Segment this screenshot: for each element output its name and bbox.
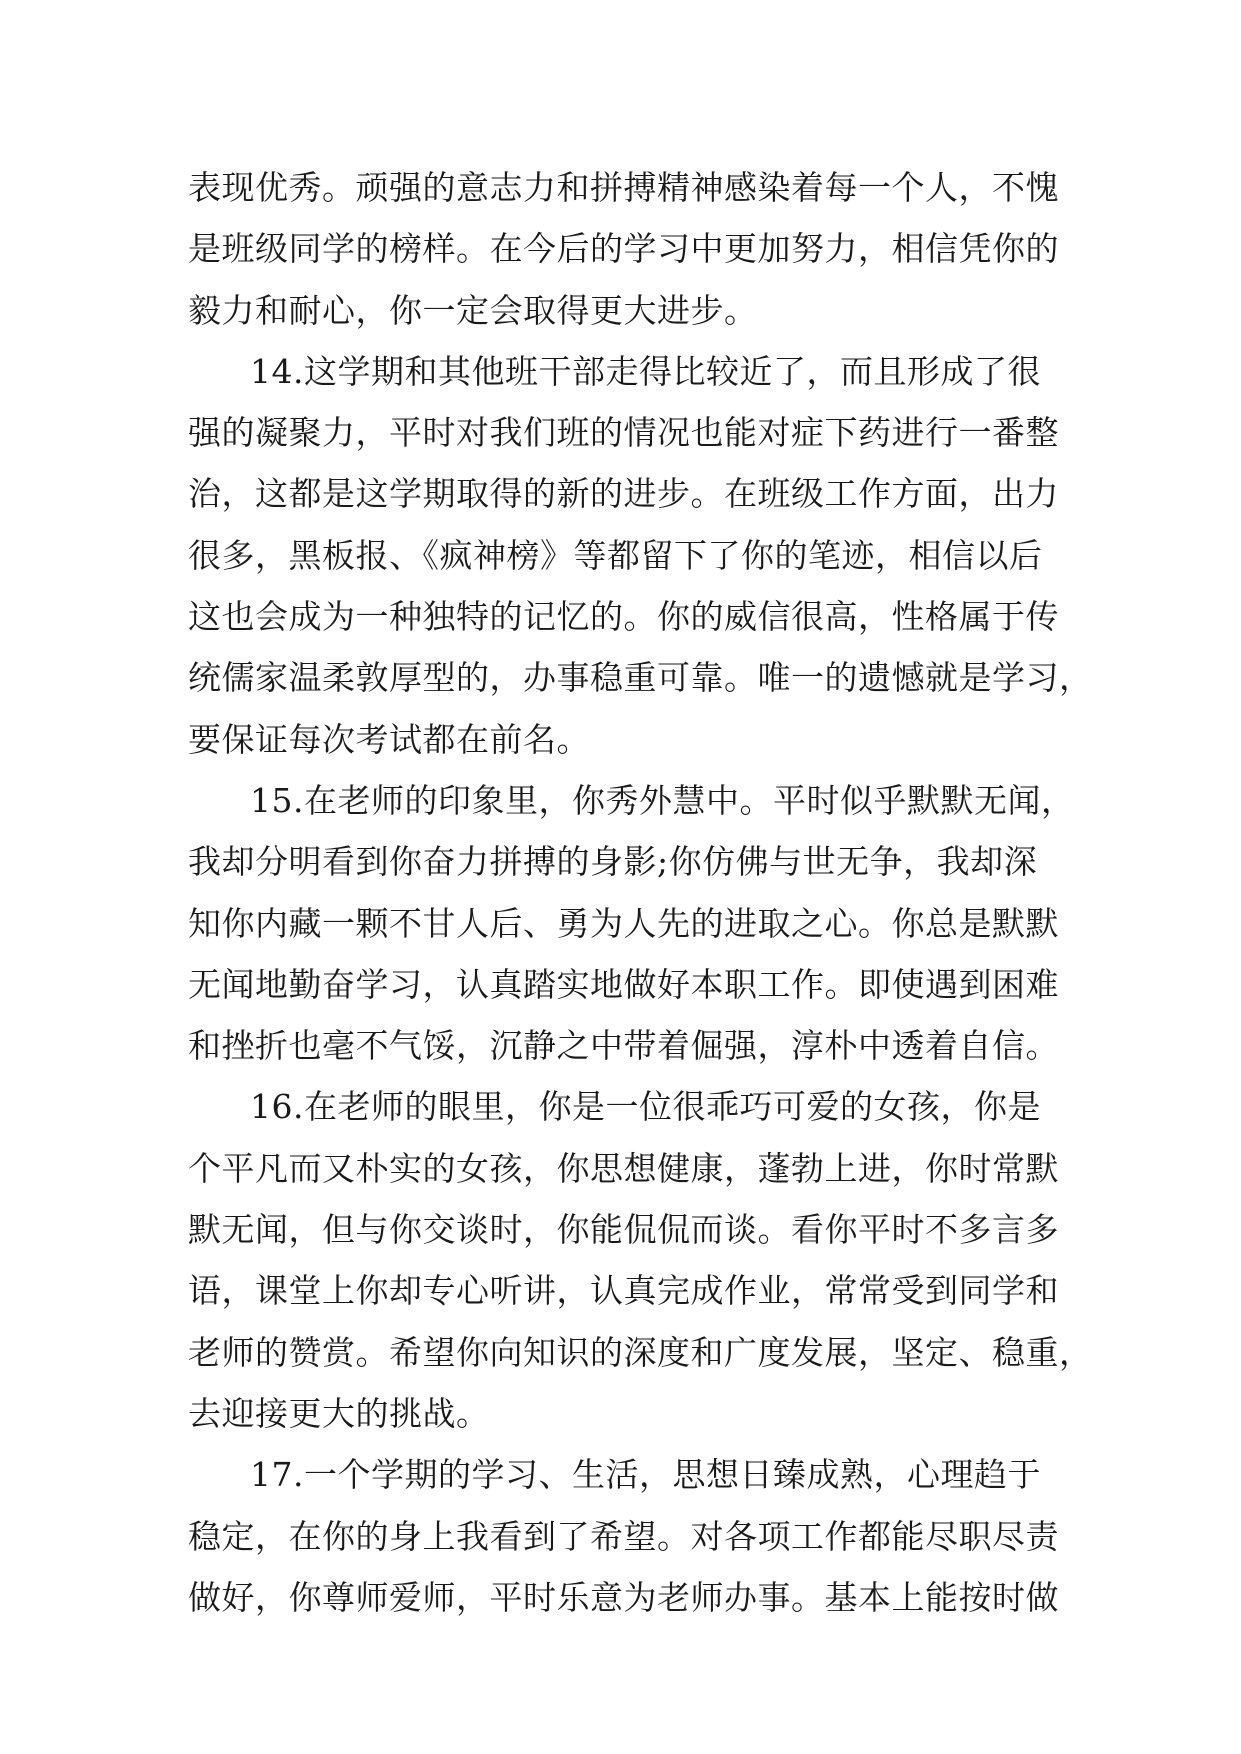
paragraph-start-line: 14.这学期和其他班干部走得比较近了，而且形成了很 (250, 351, 1041, 391)
text-line: 和挫折也毫不气馁，沉静之中带着倔强，淳朴中透着自信。 (188, 1026, 1059, 1066)
text-line: 治，这都是这学期取得的新的进步。在班级工作方面，出力 (188, 474, 1059, 514)
paragraph-start-line: 15.在老师的印象里，你秀外慧中。平时似乎默默无闻， (250, 780, 1075, 820)
text-line: 语，课堂上你却专心听讲，认真完成作业，常常受到同学和 (188, 1271, 1059, 1311)
paragraph-start-line: 16.在老师的眼里，你是一位很乖巧可爱的女孩，你是 (250, 1087, 1041, 1127)
text-line: 统儒家温柔敦厚型的，办事稳重可靠。唯一的遗憾就是学习， (188, 658, 1093, 698)
text-line: 强的凝聚力，平时对我们班的情况也能对症下药进行一番整 (188, 413, 1059, 453)
text-line: 知你内藏一颗不甘人后、勇为人先的进取之心。你总是默默 (188, 903, 1059, 943)
text-line: 毅力和耐心，你一定会取得更大进步。 (188, 290, 758, 330)
text-line: 表现优秀。顽强的意志力和拼搏精神感染着每一个人，不愧 (188, 168, 1059, 207)
text-line: 这也会成为一种独特的记忆的。你的威信很高，性格属于传 (188, 597, 1059, 637)
text-line: 是班级同学的榜样。在今后的学习中更加努力，相信凭你的 (188, 229, 1059, 269)
text-line: 个平凡而又朴实的女孩，你思想健康，蓬勃上进，你时常默 (188, 1148, 1059, 1188)
text-line: 无闻地勤奋学习，认真踏实地做好本职工作。即使遇到困难 (188, 964, 1059, 1004)
text-line: 做好，你尊师爱师，平时乐意为老师办事。基本上能按时做 (188, 1577, 1059, 1617)
text-line: 我却分明看到你奋力拼搏的身影;你仿佛与世无争，我却深 (188, 842, 1038, 882)
text-line: 要保证每次考试都在前名。 (188, 719, 590, 759)
text-line: 去迎接更大的挑战。 (188, 1393, 490, 1433)
body-text (188, 157, 1093, 1628)
text-line: 很多，黑板报、《疯神榜》等都留下了你的笔迹，相信以后 (188, 535, 1043, 575)
paragraph-start-line: 17.一个学期的学习、生活，思想日臻成熟，心理趋于 (250, 1455, 1041, 1495)
text-line: 老师的赞赏。希望你向知识的深度和广度发展，坚定、稳重， (188, 1332, 1093, 1372)
text-line: 默无闻，但与你交谈时，你能侃侃而谈。看你平时不多言多 (188, 1210, 1059, 1250)
text-line: 稳定，在你的身上我看到了希望。对各项工作都能尽职尽责 (188, 1516, 1059, 1556)
